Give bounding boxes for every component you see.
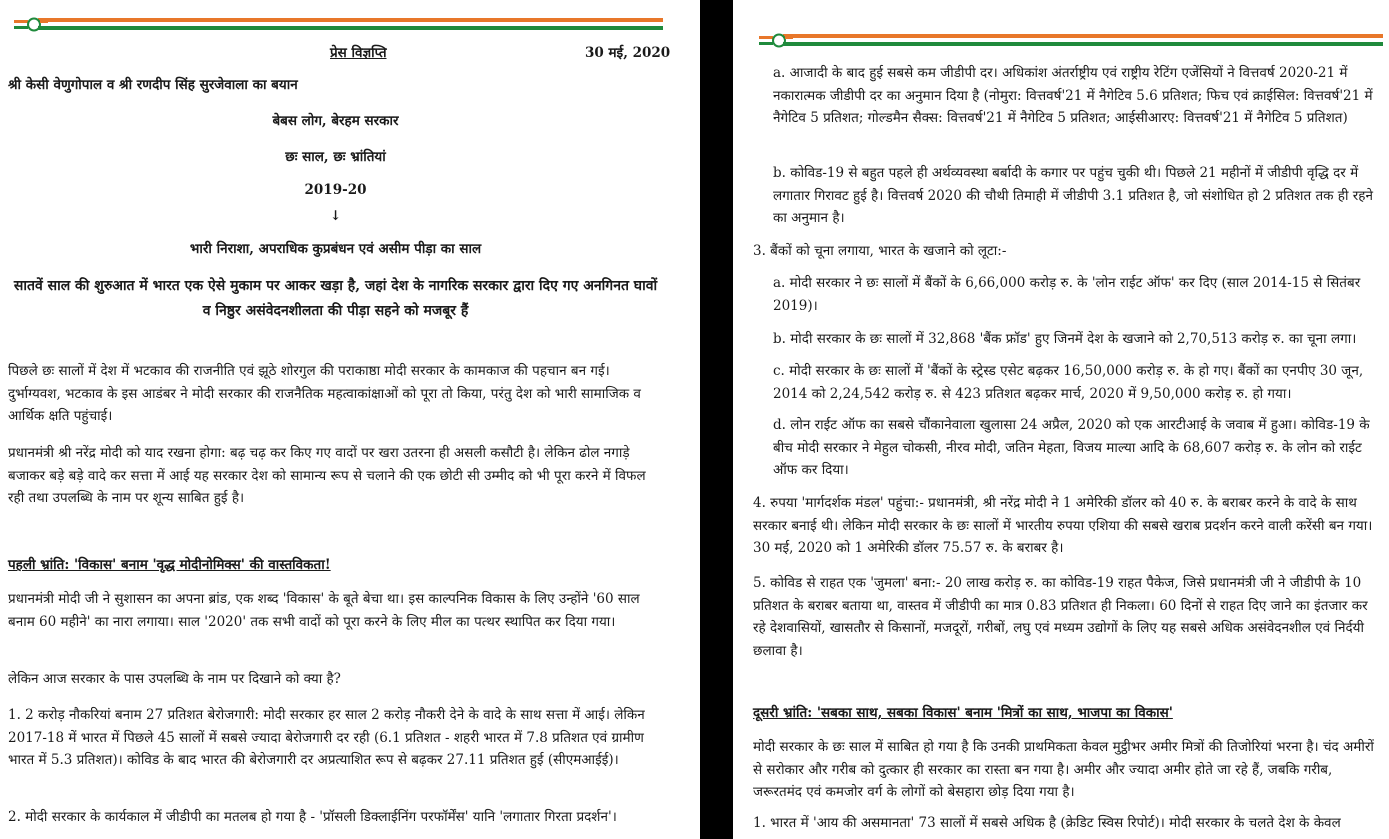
list-item-3: 3. बैंकों को चूना लगाया, भारत के खजाने को लूटा:- — [753, 243, 1007, 259]
list-item-c2: c. मोदी सरकार के छः सालों में 'बैंकों के स्ट्रेस्ड एसेट बढ़कर 16,50,000 करोड़ रु. के हो गए। बैंकों का एनपीए 30 जून, 2014 को 2,24,542 करोड़ रु. से 423 प्रतिशत बढ़कर मार्च, 2020 में 9,50,000 करोड़ रु. हो गया। — [773, 363, 1364, 402]
header-band — [8, 16, 663, 36]
list-item-a2: a. मोदी सरकार ने छः सालों में बैंकों के 6,66,000 करोड़ रु. के 'लोन राईट ऑफ' कर दिए (साल 2014-15 से सितंबर 2019)। — [773, 275, 1361, 314]
party-logo-icon — [14, 16, 48, 34]
headline: सातवें साल की शुरुआत में भारत एक ऐसे मुकाम पर आकर खड़ा है, जहां देश के नागरिक सरकार द्वारा दिए गए अनगिनत घावों व निष्ठुर असंवेदनशीलता की पीड़ा सहने को मजबूर हैं — [13, 278, 658, 319]
paragraph-4: लेकिन आज सरकार के पास उपलब्धि के नाम पर दिखाने को क्या है? — [8, 671, 341, 687]
list-item-b1: b. कोविड-19 से बहुत पहले ही अर्थव्यवस्था बर्बादी के कगार पर पहुंच चुकी थी। पिछले 21 महीनों में जीडीपी वृद्धि दर में लगातार गिरावट हुई है। वित्तवर्ष 2020 की चौथी तिमाही में जीडीपी 3.1 प्रतिशत है, जो संशोधित हो 2 प्रतिशत तक ही रहने का अनुमान है। — [773, 165, 1373, 226]
list-item-a1: a. आजादी के बाद हुई सबसे कम जीडीपी दर। अधिकांश अंतर्राष्ट्रीय एवं राष्ट्रीय रेटिंग एजेंसियों ने वित्तवर्ष 2020-21 में नकारात्मक जीडीपी दर का अनुमान दिया है (नोमुरा: वित्तवर्ष'21 में नैगेटिव 5.6 प्रतिशत; फिच एवं क्राईसिल: वित्तवर्ष'21 में नैगेटिव 5 प्रतिशत; गोल्डमैन सैक्स: वित्तवर्ष'21 में नैगेटिव 5 प्रतिशत; आईसीआरए: वित्तवर्ष'21 में नैगेटिव 5 प्रतिशत) — [773, 65, 1373, 126]
section-2-heading: दूसरी भ्रांति: 'सबका साथ, सबका विकास' बनाम 'मित्रों का साथ, भाजपा का विकास' — [753, 705, 1173, 721]
statement-byline: श्री केसी वेणुगोपाल व श्री रणदीप सिंह सुरजेवाला का बयान — [8, 77, 298, 93]
page-gutter — [700, 0, 733, 839]
subtitle: भारी निराशा, अपराधिक कुप्रबंधन एवं असीम पीड़ा का साल — [189, 241, 482, 257]
title-1: बेबस लोग, बेरहम सरकार — [272, 113, 399, 129]
list-item-5: 5. कोविड से राहत एक 'जुमला' बना:- 20 लाख करोड़ रु. का कोविड-19 राहत पैकेज, जिसे प्रधानमंत्री जी ने जीडीपी के 10 प्रतिशत के बराबर बताया था, वास्तव में जीडीपी का मात्र 0.83 प्रतिशत ही निकला। 60 दिनों से राहत दिए जाने का इंतजार कर रहे देशवासियों, खासतौर से किसानों, मजदूरों, गरीबों, लघु एवं मध्यम उद्योगों के लिए यह सबसे अधिक असंवेदनशील एवं निर्दयी छलावा है। — [753, 575, 1368, 659]
right-page — [733, 0, 1389, 839]
list-item-1: 1. 2 करोड़ नौकरियां बनाम 27 प्रतिशत बेरोजगारी: मोदी सरकार हर साल 2 करोड़ नौकरी देने के वादे के साथ सत्ता में आई। लेकिन 2017-18 में भारत में पिछले 45 सालों में सबसे ज्यादा बेरोजगारी दर रही (6.1 प्रतिशत - शहरी भारत में 7.8 प्रतिशत एवं ग्रामीण भारत में 5.3 प्रतिशत)। कोविड के बाद भारत की बेरोजगारी दर अप्रत्याशित रूप से बढ़कर 27.11 प्रतिशत हुई (सीएमआईई)। — [8, 707, 645, 768]
party-logo-icon — [759, 32, 793, 50]
list-item-d2: d. लोन राईट ऑफ का सबसे चौंकानेवाला खुलासा 24 अप्रैल, 2020 को एक आरटीआई के जवाब में हुआ। कोविड-19 के बीच मोदी सरकार ने मेहुल चोकसी, नीरव मोदी, जतिन मेहता, विजय माल्या आदि के 68,607 करोड़ रु. के लोन को राईट ऑफ कर दिया। — [773, 417, 1370, 478]
paragraph-5: मोदी सरकार के छः साल में साबित हो गया है कि उनकी प्राथमिकता केवल मुट्ठीभर अमीर मित्रों की तिजोरियां भरना है। चंद अमीरों से सरोकार और गरीब को दुत्कार ही सरकार का रास्ता बन गया है। अमीर और ज्यादा अमीर होते जा रहे हैं, जबकि गरीब, जरूरतमंद एवं कमजोर वर्ग के लोगों को बेसहारा छोड़ दिया गया है। — [753, 739, 1374, 800]
list-item-6: 1. भारत में 'आय की असमानता' 73 सालों में सबसे अधिक है (क्रेडिट स्विस रिपोर्ट)। मोदी सरकार के चलते देश के केवल — [753, 815, 1341, 831]
title-2: छः साल, छः भ्रांतियां — [285, 149, 386, 165]
release-date: 30 मई, 2020 — [585, 45, 671, 61]
list-item-2: 2. मोदी सरकार के कार्यकाल में जीडीपी का मतलब हो गया है - 'प्रॉसली डिक्लाईनिंग परफॉर्मेंस' यानि 'लगातार गिरता प्रदर्शन'। — [8, 809, 617, 825]
year-label: 2019-20 — [304, 182, 367, 198]
press-release-label: प्रेस विज्ञप्ति — [330, 45, 387, 61]
list-item-4: 4. रुपया 'मार्गदर्शक मंडल' पहुंचा:- प्रधानमंत्री, श्री नरेंद्र मोदी ने 1 अमेरिकी डॉलर को 40 रु. के बराबर करने के वादे के साथ सरकार बनाई थी। लेकिन मोदी सरकार के छः सालों में भारतीय रुपया एशिया की सबसे खराब प्रदर्शन करने वाली करेंसी बन गया। 30 मई, 2020 को 1 अमेरिकी डॉलर 75.57 रु. के बराबर है। — [753, 495, 1373, 556]
header-band-right — [753, 32, 1383, 52]
paragraph-2: प्रधानमंत्री श्री नरेंद्र मोदी को याद रखना होगा: बढ़ चढ़ कर किए गए वादों पर खरा उतरना ही असली कसौटी है। लेकिन ढोल नगाड़े बजाकर बड़े बड़े वादे कर सत्ता में आई यह सरकार देश को सामान्य रूप से चलाने की एक छोटी सी उम्मीद को भी पूरा करने में विफल रही तथा उपलब्धि के नाम पर शून्य साबित हुई है। — [8, 445, 646, 506]
section-1-heading: पहली भ्रांति: 'विकास' बनाम 'वृद्ध मोदीनोमिक्स' की वास्तविकता! — [8, 557, 331, 573]
paragraph-3: प्रधानमंत्री मोदी जी ने सुशासन का अपना ब्रांड, एक शब्द 'विकास' के बूते बेचा था। इस काल्पनिक विकास के लिए उन्होंने '60 साल बनाम 60 महीने' का नारा लगाया। साल '2020' तक सभी वादों को पूरा करने के लिए मील का पत्थर स्थापित कर दिया गया। — [8, 591, 640, 630]
list-item-b2: b. मोदी सरकार के छः सालों में 32,868 'बैंक फ्रॉड' हुए जिनमें देश के खजाने को 2,70,513 करोड़ रु. का चूना लगा। — [773, 331, 1357, 347]
arrow-down-icon: ↓ — [329, 208, 342, 224]
paragraph-1: पिछले छः सालों में देश में भटकाव की राजनीति एवं झूठे शोरगुल की पराकाष्ठा मोदी सरकार के कामकाज की पहचान बन गई। दुर्भाग्यवश, भटकाव के इस आडंबर ने मोदी सरकार की राजनैतिक महत्वाकांक्षाओं को पूरा तो किया, परंतु देश को भारी सामाजिक व आर्थिक क्षति पहुंचाई। — [8, 363, 641, 424]
